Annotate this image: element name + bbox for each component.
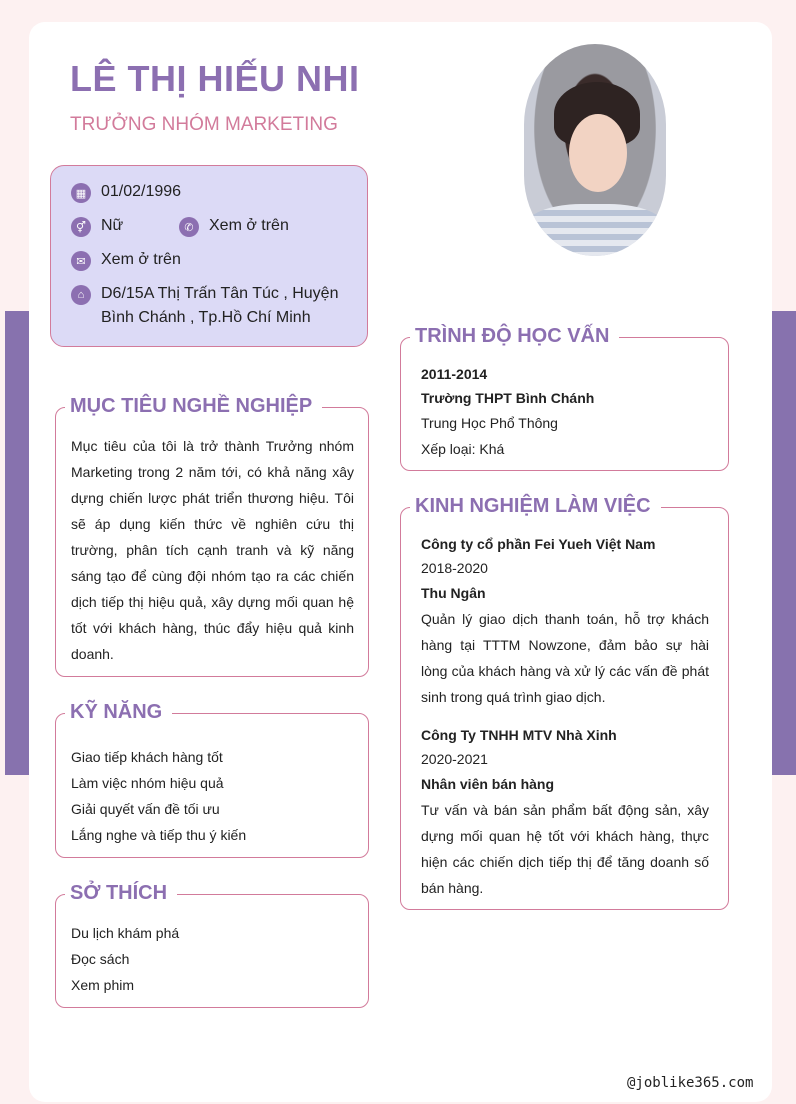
job-position: Thu Ngân	[421, 585, 486, 601]
skills-title: KỸ NĂNG	[65, 701, 172, 724]
job-description: Tư vấn và bán sản phẩm bất động sản, xây dựng mối quan hệ tốt với khách hàng, thực hiện các chiến dịch tiếp thị để tăng doanh số bán hàng.	[421, 802, 709, 896]
experience-title: KINH NGHIỆM LÀM VIỆC	[410, 495, 661, 518]
contact-gender: ⚥ Nữ	[71, 216, 123, 238]
job-period: 2018-2020	[421, 560, 488, 576]
job-company: Công Ty TNHH MTV Nhà Xinh	[421, 727, 617, 743]
job-position: Nhân viên bán hàng	[421, 776, 555, 792]
hobbies-title: SỞ THÍCH	[65, 882, 177, 905]
list-item: Lắng nghe và tiếp thu ý kiến	[71, 827, 247, 843]
phone-icon: ✆	[179, 217, 199, 237]
gender-icon: ⚥	[71, 217, 91, 237]
job-period: 2020-2021	[421, 751, 488, 767]
list-item: Giao tiếp khách hàng tốt	[71, 749, 223, 765]
education-school: Trường THPT Bình Chánh	[421, 390, 595, 406]
skills-list	[71, 744, 354, 848]
objective-text: Mục tiêu của tôi là trở thành Trưởng nhóm Marketing trong 2 năm tới, có khả năng xây dựng chiến lược phát triển thương hiệu. Tôi sẽ áp dụng kiến thức về nghiên cứu thị trường, phân tích cạnh tranh và kỹ năng sáng tạo để cùng đội nhóm tạo ra các chiến dịch tiếp thị hiệu quả, xây dựng mối quan hệ tốt với khách hàng, thúc đẩy hiệu quả kinh doanh.	[71, 438, 354, 662]
candidate-name: LÊ THỊ HIẾU NHI	[70, 58, 360, 99]
email-icon: ✉	[71, 251, 91, 271]
education-body	[421, 362, 711, 462]
education-title: TRÌNH ĐỘ HỌC VẤN	[410, 325, 619, 348]
list-item: Giải quyết vấn đề tối ưu	[71, 801, 220, 817]
job-title: TRƯỞNG NHÓM MARKETING	[70, 114, 338, 135]
education-grade: Xếp loại: Khá	[421, 441, 505, 457]
list-item: Du lịch khám phá	[71, 925, 180, 941]
education-years: 2011-2014	[421, 366, 488, 382]
hobbies-list	[71, 920, 354, 998]
objective-title: MỤC TIÊU NGHỀ NGHIỆP	[65, 395, 322, 418]
contact-birthday: ▦ 01/02/1996	[71, 182, 181, 204]
left-side-band	[5, 311, 29, 775]
calendar-icon: ▦	[71, 183, 91, 203]
right-side-band	[772, 311, 796, 775]
watermark: @joblike365.com	[627, 1075, 754, 1091]
profile-photo	[524, 44, 666, 256]
list-item: Làm việc nhóm hiệu quả	[71, 775, 224, 791]
experience-job-2	[421, 723, 709, 901]
contact-phone: ✆ Xem ở trên	[179, 216, 289, 238]
home-icon: ⌂	[71, 285, 91, 305]
job-description: Quản lý giao dịch thanh toán, hỗ trợ khách hàng tại TTTM Nowzone, đảm bảo sự hài lòng của khách hàng và xử lý các vấn đề phát sinh trong quá trình giao dịch.	[421, 611, 709, 705]
list-item: Xem phim	[71, 977, 135, 993]
contact-email: ✉ Xem ở trên	[71, 250, 181, 272]
contact-address: ⌂ D6/15A Thị Trấn Tân Túc , Huyện Bình Chánh , Tp.Hồ Chí Minh	[71, 284, 338, 330]
list-item: Đọc sách	[71, 951, 130, 967]
experience-job-1	[421, 532, 709, 710]
education-level: Trung Học Phổ Thông	[421, 415, 558, 431]
job-company: Công ty cổ phần Fei Yueh Việt Nam	[421, 536, 656, 552]
